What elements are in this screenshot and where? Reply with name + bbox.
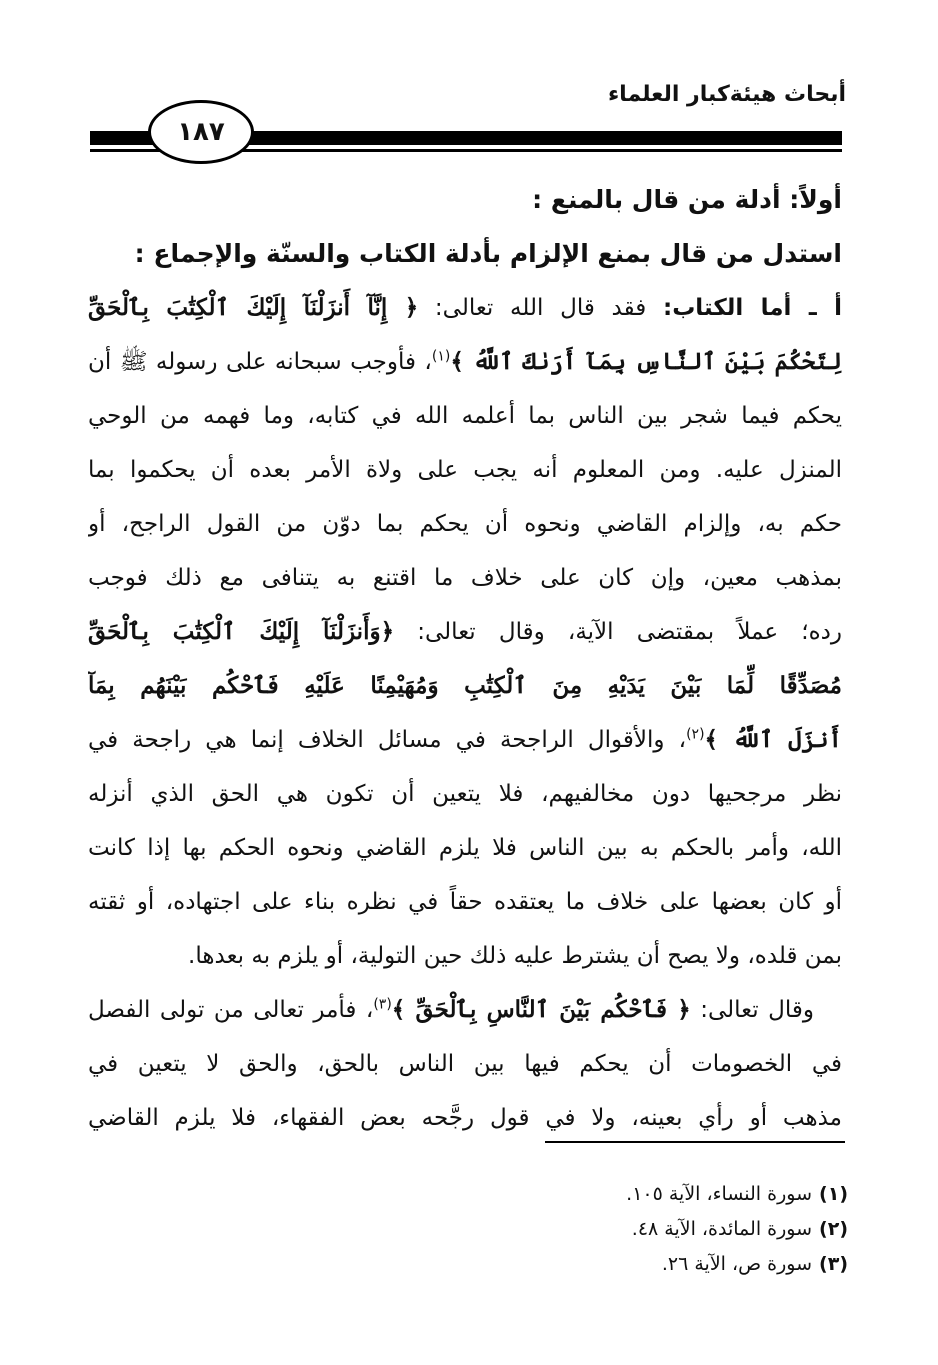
line-text: الله، وأمر بالحكم به بين الناس فلا يلزم القاضي ونحوه الحكم بها إذا كانت <box>88 835 842 861</box>
page-number-oval <box>148 100 254 164</box>
quran-verse: مُصَدِّقًا لِّمَا بَيْنَ يَدَيْهِ مِنَ ٱلْكِتَٰبِ وَمُهَيْمِنًا عَلَيْهِ فَٱحْكُم بَيْنَهُم بِمَآ <box>88 672 842 699</box>
line-text: في الخصومات أن يحكم فيها بين الناس بالحق، والحق لا يتعين في <box>88 1051 842 1077</box>
line-text: مذهب أو رأي بعينه، ولا في قول رجَّحه بعض الفقهاء، فلا يلزم القاضي <box>88 1105 842 1131</box>
body-line <box>88 929 842 983</box>
line-text: وقال تعالى: <box>690 997 814 1023</box>
body-line <box>88 713 842 767</box>
line-text: بمذهب معين، وإن كان على خلاف ما اقتنع به يتنافى مع ذلك فوجب <box>88 565 842 591</box>
body-line <box>88 983 842 1037</box>
footnote-text: سورة النساء، الآية ١٠٥. <box>626 1183 812 1205</box>
body-line <box>88 605 842 659</box>
footnote <box>448 1212 848 1247</box>
footnote-number: (١) <box>819 1183 848 1205</box>
line-text: بمن قلده، ولا يصح أن يشترط عليه ذلك حين التولية، أو يلزم به بعدها. <box>188 943 842 969</box>
footnote <box>448 1247 848 1282</box>
quran-verse: أَنزَلَ ٱللَّهُ ﴾ <box>704 726 842 753</box>
footnotes <box>448 1177 848 1282</box>
line-text: نظر مرجحيها دون مخالفيهم، فلا يتعين أن تكون هي الحق الذي أنزله <box>88 781 842 807</box>
line-text: أو كان بعضها على خلاف ما يعتقده حقاً في نظره بناء على اجتهاده، أو ثقته <box>88 889 842 915</box>
quran-verse: ﴿وَأَنزَلْنَآ إِلَيْكَ ٱلْكِتَٰبَ بِٱلْحَقِّ <box>88 618 395 645</box>
body-line <box>88 659 842 713</box>
footnote-text: سورة ص، الآية ٢٦. <box>661 1253 812 1275</box>
line-text: حكم به، وإلزام القاضي ونحوه أن يحكم بما دوّن من القول الراجح، أو <box>88 511 842 537</box>
footnote-ref: (٣) <box>373 996 392 1013</box>
footnote <box>448 1177 848 1212</box>
footnote-ref: (٢) <box>686 726 705 743</box>
line-text: ، فأمر تعالى من تولى الفصل <box>88 997 374 1023</box>
quran-verse: ﴿ إِنَّآ أَنزَلْنَآ إِلَيْكَ ٱلْكِتَٰبَ بِٱلْحَقِّ <box>88 294 419 321</box>
page-number: ١٨٧ <box>177 117 225 147</box>
footnote-number: (٢) <box>819 1218 848 1240</box>
subsection-label: أ ـ أما الكتاب: <box>663 295 842 321</box>
body-line <box>88 281 842 335</box>
body-line <box>88 1037 842 1091</box>
body-line <box>88 1091 842 1145</box>
body-line <box>88 497 842 551</box>
footnote-number: (٣) <box>819 1253 848 1275</box>
line-text: فقد قال الله تعالى: <box>418 295 663 321</box>
line-text: ، فأوجب سبحانه على رسوله ﷺ أن <box>88 349 432 375</box>
footnote-rule <box>545 1141 845 1143</box>
line-text: رده؛ عملاً بمقتضى الآية، وقال تعالى: <box>394 619 842 645</box>
quran-verse: لِتَحْكُمَ بَيْنَ ٱلنَّاسِ بِمَآ أَرَىٰكَ ٱللَّهُ ﴾ <box>450 348 842 375</box>
footnote-text: سورة المائدة، الآية ٤٨. <box>631 1218 812 1240</box>
body-line <box>88 389 842 443</box>
journal-title: أبحاث هيئةكبار العلماء <box>607 82 846 107</box>
body-line <box>88 875 842 929</box>
footnote-ref: (١) <box>431 348 451 365</box>
line-text: ، والأقوال الراجحة في مسائل الخلاف إنما هي راجحة في <box>88 727 687 753</box>
section-heading: أولاً: أدلة من قال بالمنع : <box>532 185 842 214</box>
page-body <box>88 173 842 1145</box>
line-text: يحكم فيما شجر بين الناس بما أعلمه الله في كتابه، وما فهمه من الوحي <box>88 403 842 429</box>
body-line <box>88 335 842 389</box>
body-line <box>88 443 842 497</box>
quran-verse: ﴿ فَٱحْكُم بَيْنَ ٱلنَّاسِ بِٱلْحَقِّ ﴾ <box>391 996 691 1023</box>
line-text: المنزل عليه. ومن المعلوم أنه يجب على ولاة الأمر بعده أن يحكموا بما <box>88 457 842 483</box>
body-line <box>88 821 842 875</box>
section-subheading: استدل من قال بمنع الإلزام بأدلة الكتاب والسنّة والإجماع : <box>134 239 842 268</box>
body-line <box>88 551 842 605</box>
body-line <box>88 767 842 821</box>
